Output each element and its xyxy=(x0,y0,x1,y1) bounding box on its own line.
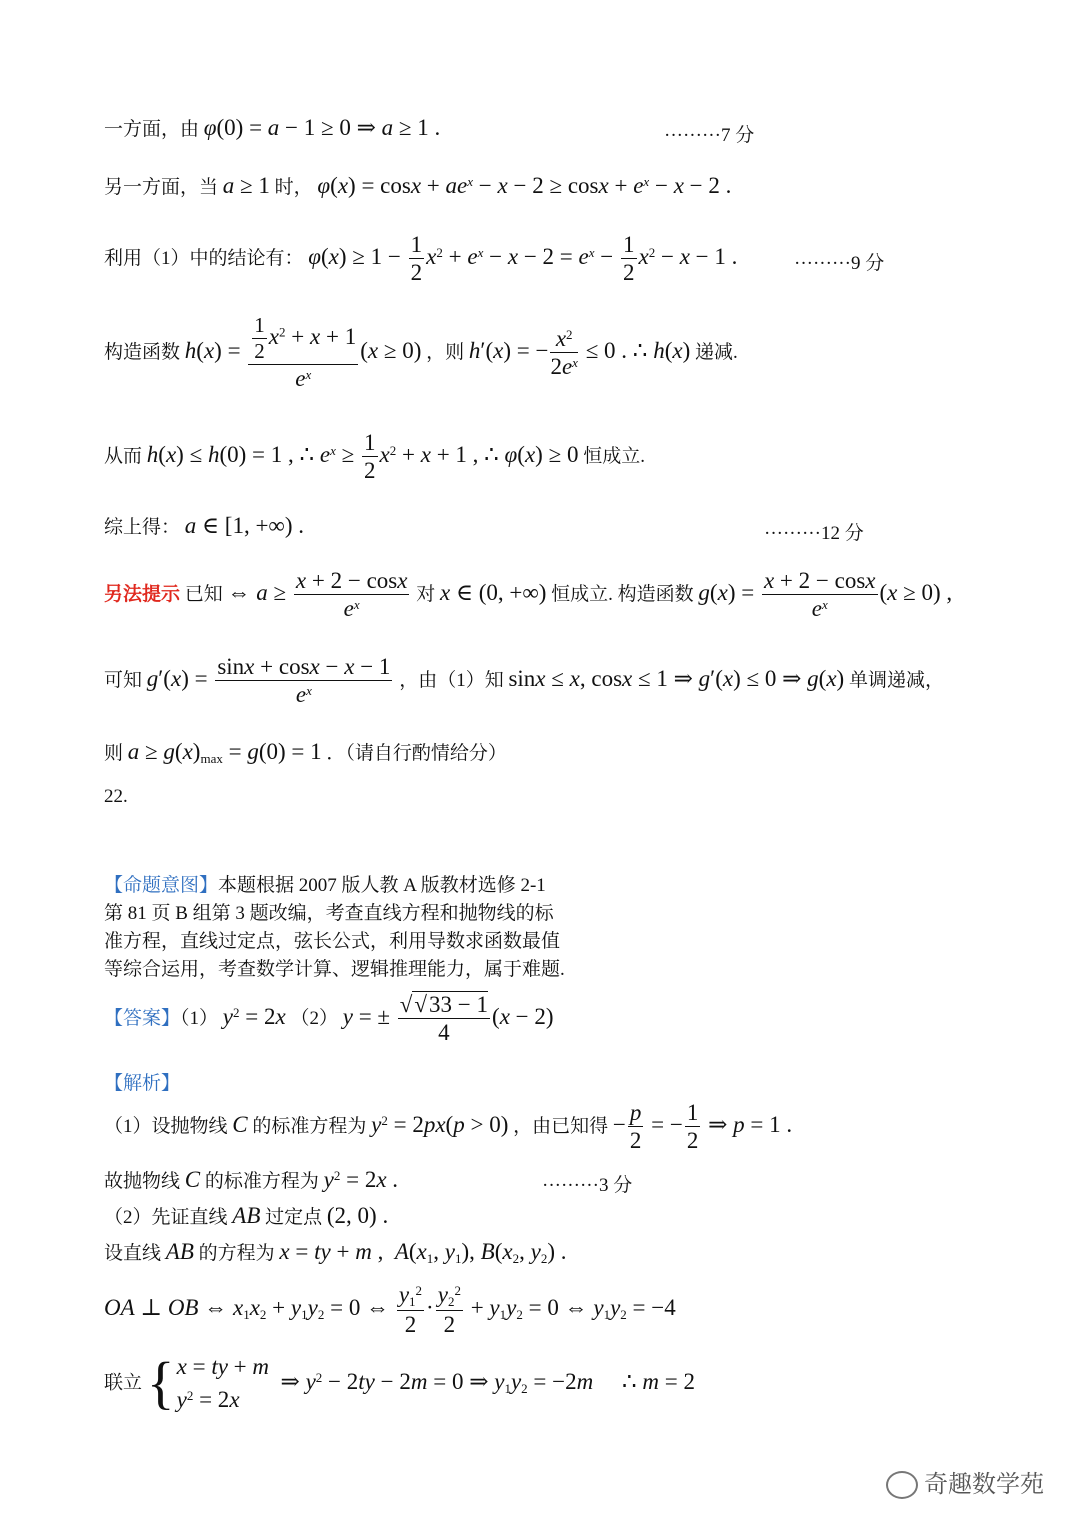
formula: φ(0) = a − 1 ≥ 0 ⇒ a ≥ 1 . xyxy=(203,115,441,140)
solution-line-4: 设直线 AB 的方程为 x = ty + m , $A(x_1$, $y_1$), $B(x_2$, $y_2$) . xyxy=(104,1239,567,1266)
intent-label: 【命题意图】 xyxy=(104,875,219,896)
formula: φ(x) ≥ 1 − $\frac{1}{2}$ $x^2 + e^x - x - 2 = e^x$ − $\frac{1}{2}$ $x^2 - x - 1$ . xyxy=(308,232,738,286)
line-7: 另法提示 已知 ⇔ a ≥ $\frac{x + 2 - \cos x}{e^x}$ 对 x ∈ (0, +∞) 恒成立. 构造函数 g(x) = $\frac{x + 2 - \cos x}{e^x}$ (x ≥ 0) , xyxy=(104,568,953,622)
solution-line-2: 故抛物线 C 的标准方程为 $y^2 = 2x$ . xyxy=(104,1167,399,1192)
score-9: ·········9 分 xyxy=(794,253,885,274)
line-5: 从而 h(x) ≤ h(0) = 1 , ∴ $e^x$ ≥ $\frac{1}{2}$ $x^2 + x + 1$ , ∴ φ(x) ≥ 0 恒成立. xyxy=(104,430,645,484)
watermark: 奇趣数学苑 xyxy=(886,1464,1044,1499)
answer-label: 【答案】 xyxy=(104,1008,181,1030)
line-1: 一方面，由 φ(0) = a − 1 ≥ 0 ⇒ a ≥ 1 . xyxy=(104,115,441,140)
solution-line-3: （2）先证直线 AB 过定点 (2, 0) . xyxy=(104,1203,389,1228)
intent-line-3: 准方程，直线过定点，弦长公式，利用导数求函数最值 xyxy=(104,931,561,952)
line-3: 利用（1）中的结论有： φ(x) ≥ 1 − $\frac{1}{2}$ $x^2 + e^x - x - 2 = e^x$ − $\frac{1}{2}$ $x^2 - x - 1$ . xyxy=(104,232,738,286)
line-4: 构造函数 h(x) = $\frac{1}{2}$ $x^2 + x + 1$ $e^x$ (x ≥ 0) ，则 h′(x) = − $\frac{x^2}{2e^x}$ ≤ 0 . ∴ h(x) 递减. xyxy=(104,313,738,392)
formula: h(x) = $\frac{1}{2}$ $x^2 + x + 1$ $e^x$ (x ≥ 0) xyxy=(184,313,422,392)
intent-line-2: 第 81 页 B 组第 3 题改编，考查直线方程和抛物线的标 xyxy=(104,903,554,924)
answer-line: 【答案】（1） $y^2 = 2x$ （2） y = ± $\frac{√√33 - 1}{4}$ (x − 2) xyxy=(104,992,554,1046)
score-12: ·········12 分 xyxy=(764,523,864,544)
line-9: 则 $a \ge g(x)_{max} = g(0) = 1$ ．（请自行酌情给分） xyxy=(104,739,507,766)
line-2: 另一方面，当 a ≥ 1 时， $\varphi(x) = \cos x + ae^x - x - 2 \ge \cos x + e^x - x - 2$ . xyxy=(104,173,732,198)
line-8: 可知 g′(x) = $\frac{\sin x + \cos x - x - 1}{e^x}$ ，由（1）知 sinx ≤ x, cosx ≤ 1 ⇒ g′(x) ≤ 0 ⇒ g(x) 单调递减， xyxy=(104,654,944,708)
solution-line-5: OA ⊥ OB ⇔ $x_1x_2 + y_1y_2 = 0$ ⇔ $\frac{y_1^2}{2}$ · $\frac{y_2^2}{2}$ + $y_1y_2 = 0$ ⇔ $y_1y_2 = -4$ xyxy=(104,1282,676,1338)
alt-method-label: 另法提示 xyxy=(104,584,181,606)
formula: a ∈ [1, +∞) . xyxy=(184,513,304,538)
score-7: ·········7 分 xyxy=(664,125,755,146)
intent-line-4: 等综合运用，考查数学计算、逻辑推理能力，属于难题. xyxy=(104,959,565,980)
analysis-label: 【解析】 xyxy=(104,1073,181,1094)
score-3: ·········3 分 xyxy=(542,1175,633,1196)
formula: h(x) ≤ h(0) = 1 , ∴ $e^x$ ≥ $\frac{1}{2}$ $x^2 + x + 1$ , ∴ φ(x) ≥ 0 xyxy=(146,430,579,484)
line-6: 综上得： a ∈ [1, +∞) . xyxy=(104,513,304,538)
problem-number: 22. xyxy=(104,786,128,807)
formula: $\varphi(x) = \cos x + ae^x - x - 2 \ge \cos x + e^x - x - 2$ . xyxy=(317,173,732,198)
solution-line-1: （1）设抛物线 C 的标准方程为 $y^2 = 2px(p > 0)$ ，由已知得 − $\frac{p}{2}$ = − $\frac{1}{2}$ ⇒ p = 1 . xyxy=(104,1100,793,1154)
solution-line-6: 联立 {x = ty + m $y^2 = 2x$ ⇒ $y^2 - 2ty - 2m = 0$ ⇒ $y_1y_2 = -2m$ ∴ m = 2 xyxy=(104,1350,695,1416)
intent-line-1: 【命题意图】本题根据 2007 版人教 A 版教材选修 2-1 xyxy=(104,875,546,896)
wechat-icon xyxy=(886,1471,918,1499)
